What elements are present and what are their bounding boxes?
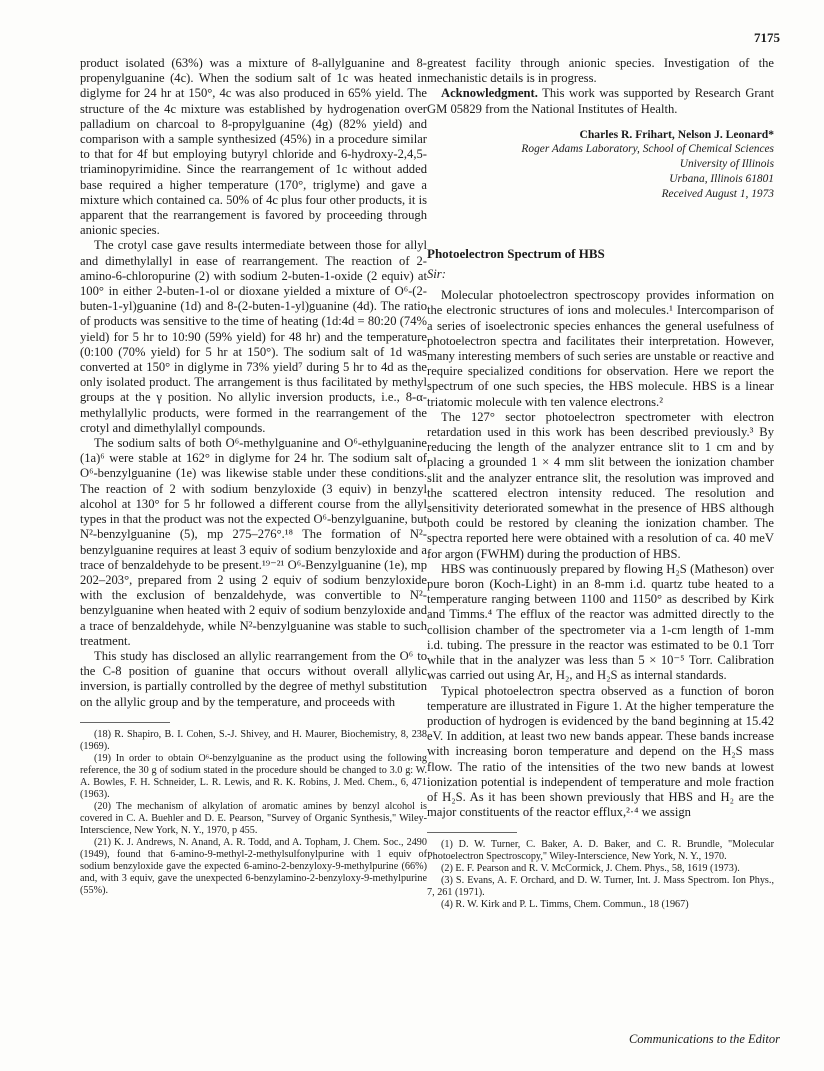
footnote: (21) K. J. Andrews, N. Anand, A. R. Todd, and A. Topham, J. Chem. Soc., 2490 (1949), found that 6-amino-9-methyl-2-methylsulfonylpurine with 1 equiv of sodium benzyloxide gave the expected 6-amino-2-benzyloxy-9-methylpurine (66%) and, with 3 equiv, gave the unexpected 6-benzylamino-2-benzyloxy-9-methylpurine (55%).	[80, 836, 427, 896]
body-paragraph: greatest facility through anionic species. Investigation of the mechanistic details is in progress.	[427, 56, 774, 86]
body-paragraph: The crotyl case gave results intermediate between those for allyl and dimethylallyl in ease of rearrangement. The reaction of 2-amino-6-chloropurine (2) with sodium 2-buten-1-oxide (2 equiv) at 100° in either 2-buten-1-ol or dioxane yielded a mixture of O⁶-(2-buten-1-yl)guanine (1d) and 8-(2-buten-1-yl)guanine (4d). The ratio of products was sensitive to the time of heating (1d:4d = 80:20 (74% yield) for 5 hr to 10:90 (59% yield) for 48 hr) and the temperature (0:100 (70% yield) for 5 hr at 150°). The sodium salt of 1d was converted at 150° in diglyme in 73% yield⁷ during 5 hr to 4d as the only isolated product. The arrangement is thus facilitated by methyl groups at the γ position. No allylic inversion products, i.e., 8-α-methylallylic products, were formed in the rearrangement of the crotyl and dimethylallyl compounds.	[80, 238, 427, 435]
body-paragraph: Typical photoelectron spectra observed as a function of boron temperature are illustrated in Figure 1. At the higher temperature the production of hydrogen is evidenced by the band beginning at 15.42 eV. In addition, at least two new bands appear. These bands increase with increasing boron temperature and depend on the H₂S mass flow. The ratio of the intensities of the two new bands at lowest ionization potential is independent of temperature and mole fraction of H₂S. As it has been shown previously that HBS and H₂ are the major constituents of the reactor efflux,²·⁴ we assign	[427, 683, 774, 820]
acknowledgment-label: Acknowledgment.	[441, 86, 538, 101]
body-paragraph: Molecular photoelectron spectroscopy provides information on the electronic structures of ions and molecules.¹ Intercomparison of a series of isoelectronic species enhances the general usefulness of photoelectron spectra and facilitates their interpretation. However, many interesting members of such series are unstable or reactive and require specialized conditions for observation. Here we report the spectrum of one such species, the HBS molecule. HBS is a linear triatomic molecule with ten valence electrons.²	[427, 288, 774, 409]
footnote: (1) D. W. Turner, C. Baker, A. D. Baker, and C. R. Brundle, "Molecular Photoelectron Spectroscopy," Wiley-Interscience, New York, N. Y., 1970.	[427, 839, 774, 863]
body-paragraph: The sodium salts of both O⁶-methylguanine and O⁶-ethylguanine (1a)⁶ were stable at 162° in diglyme for 24 hr. The sodium salt of O⁶-benzylguanine (1e) was likewise stable under these conditions. The reaction of 2 with sodium benzyloxide (3 equiv) in benzyl alcohol at 130° for 5 hr followed a different course from the allyl types in that the product was not the expected O⁶-benzylguanine, but N²-benzylguanine (5), mp 275–276°.¹⁸ The formation of N²-benzylguanine requires at least 3 equiv of sodium benzyloxide and a trace of benzaldehyde to be present.¹⁹⁻²¹ O⁶-Benzylguanine (1e), mp 202–203°, prepared from 2 using 2 equiv of sodium benzyloxide with the exclusion of benzaldehyde, was convertible to N²-benzylguanine when heated with 2 equiv of sodium benzyloxide and a trace of benzaldehyde, while N²-benzylguanine was stable to such treatment.	[80, 436, 427, 648]
body-paragraph: The 127° sector photoelectron spectrometer with electron retardation used in this work has been described previously.³ By reducing the length of the analyzer entrance slit to 1 cm and by placing a grounded 1 × 4 mm slit between the ionization chamber slit and the analyzer entrance slit, the resolution was improved and the scattered electron intensity reduced. The resolution and sensitivity deteriorated somewhat in the presence of HBS although both could be restored by cleaning the ionization chamber. The spectra reported here were obtained with a resolution of ca. 40 meV for argon (FWHM) during the production of HBS.	[427, 409, 774, 561]
body-paragraph: product isolated (63%) was a mixture of 8-allylguanine and 8-propenylguanine (4c). When the sodium salt of 1c was heated in diglyme for 24 hr at 150°, 4c was also produced in 65% yield. The structure of the 4c mixture was established by hydrogenation over palladium on charcoal to 8-propylguanine (4g) (82% yield) and comparison with a sample synthesized (45%) in a procedure similar to that for 4f but employing butyryl chloride and 6-hydroxy-2,4,5-triaminopyrimidine. Since the rearrangement of 1c without added base required a higher temperature (170°, triglyme) and gave a mixture which contained ca. 50% of 4c plus four other products, it is apparent that the rearrangement is favored by proceeding through anionic species.	[80, 56, 427, 238]
body-paragraph: This study has disclosed an allylic rearrangement from the O⁶ to the C-8 position of guanine that occurs without overall allylic inversion, is partially controlled by the degree of methyl substitution on the allylic group and by the temperature, and proceeds with	[80, 648, 427, 709]
page-number: 7175	[754, 30, 780, 45]
footnote: (2) E. F. Pearson and R. V. McCormick, J. Chem. Phys., 58, 1619 (1973).	[441, 863, 740, 875]
footnote-divider	[427, 832, 517, 833]
byline	[427, 127, 774, 202]
footnote-divider	[80, 722, 170, 723]
acknowledgment	[427, 86, 774, 116]
footnote: (18) R. Shapiro, B. I. Cohen, S.-J. Shivey, and H. Maurer, Biochemistry, 8, 238 (1969).	[80, 728, 427, 752]
authors: Charles R. Frihart, Nelson J. Leonard*	[579, 127, 774, 141]
footnote: (3) S. Evans, A. F. Orchard, and D. W. Turner, Int. J. Mass Spectrom. Ion Phys., 7, 261 (1971).	[427, 875, 774, 899]
acknowledgment-text: This work was supported by Research Grant GM 05829 from the National Institutes of Health.	[427, 86, 775, 116]
footnote: (19) In order to obtain O⁶-benzylguanine as the product using the following reference, the 30 g of sodium stated in the procedure should be changed to 3.0 g: W. A. Bowles, F. H. Schneider, L. R. Lewis, and R. K. Robins, J. Med. Chem., 6, 471 (1963).	[80, 752, 427, 800]
footnote: (20) The mechanism of alkylation of aromatic amines by benzyl alcohol is covered in C. A. Buehler and D. E. Pearson, "Survey of Organic Synthesis," Wiley-Interscience, New York, N. Y., 1970, p 455.	[80, 800, 427, 836]
affiliation-line: Urbana, Illinois 61801	[669, 172, 774, 185]
right-column	[427, 56, 774, 911]
journal-section-footer: Communications to the Editor	[628, 1032, 780, 1046]
salutation: Sir:	[427, 267, 446, 282]
left-column	[80, 56, 427, 897]
body-paragraph: HBS was continuously prepared by flowing H₂S (Matheson) over pure boron (Koch-Light) in an 8-mm i.d. quartz tube heated to a temperature ranging between 1100 and 1150° as described by Kirk and Timms.⁴ The efflux of the reactor was admitted directly to the collision chamber of the spectrometer via a 1-cm length of 1-mm i.d. tubing. The pressure in the reactor was estimated to be 0.1 Torr while that in the analyzer was less than 5 × 10⁻⁵ Torr. Calibration was carried out using Ar, H₂, and H₂S as internal standards.	[427, 561, 774, 683]
affiliation-line: Roger Adams Laboratory, School of Chemical Sciences	[521, 142, 774, 155]
affiliation-line: University of Illinois	[679, 157, 774, 170]
footnotes-right	[427, 839, 774, 911]
article-title: Photoelectron Spectrum of HBS	[427, 245, 605, 261]
footnote: (4) R. W. Kirk and P. L. Timms, Chem. Commun., 18 (1967)	[441, 899, 689, 911]
footnotes-left	[80, 729, 427, 897]
received-date: Received August 1, 1973	[661, 187, 774, 200]
